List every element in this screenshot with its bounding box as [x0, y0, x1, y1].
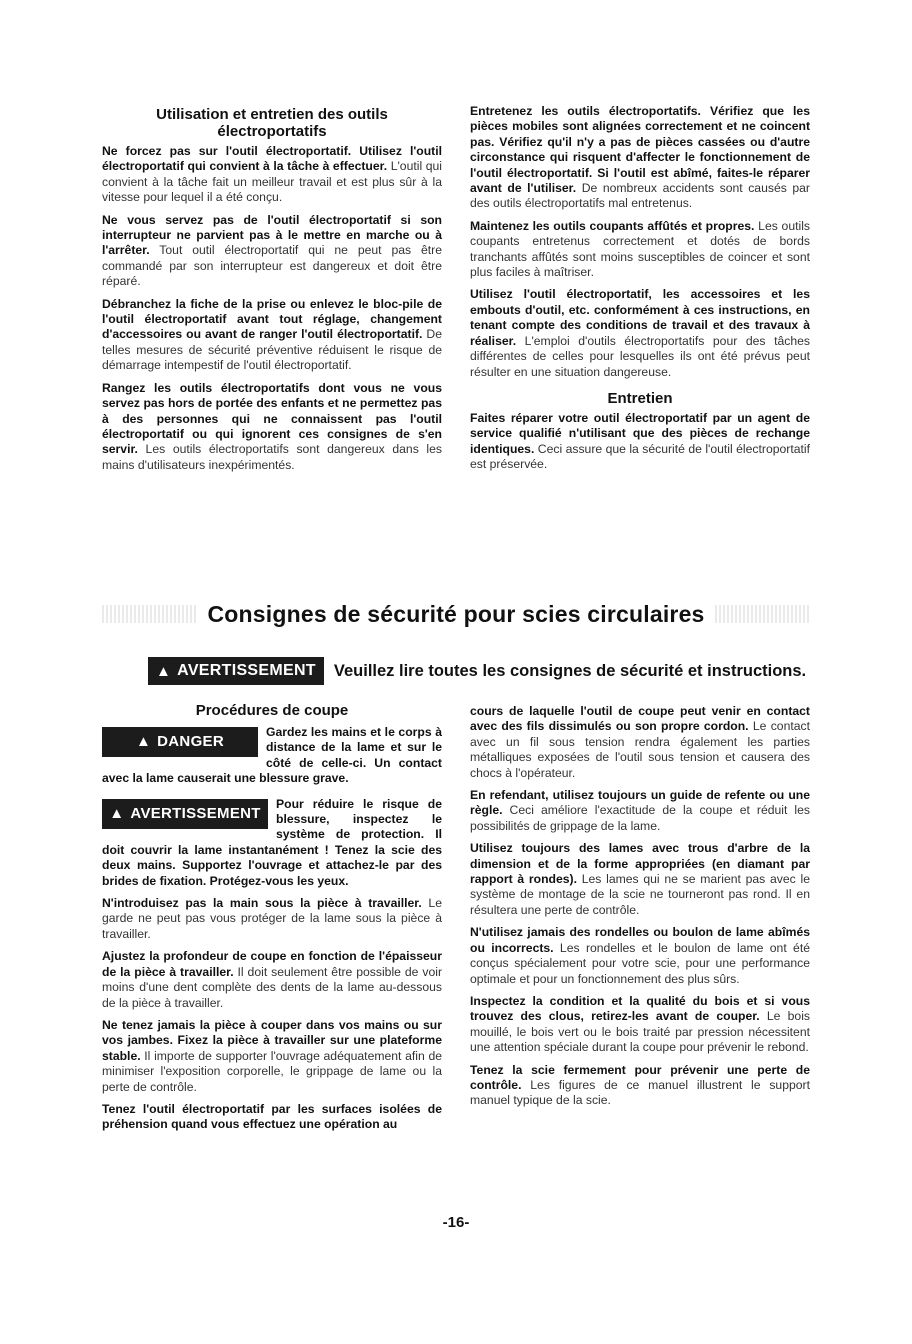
paragraph: Utilisez toujours des lames avec trous d'arbre de la dimension et de la forme appropriées (en diamant par rapport à rondes). Les lames qui ne se marient pas avec le système de montage de la scie ne tourneront pas rond. Il en résultera une perte de contrôle.	[470, 841, 810, 917]
paragraph: Inspectez la condition et la qualité du bois et si vous trouvez des clous, retirez-les avant de couper. Le bois mouillé, le bois vert ou le bois traité par pression nécessitent une attention spéciale durant la coupe pour prévenir le rebond.	[470, 993, 810, 1055]
top-left-column	[102, 106, 442, 480]
paragraph: Maintenez les outils coupants affûtés et propres. Les outils coupants entretenus correctement et dotés de bords tranchants affûtés sont moins susceptibles de coincer et sont plus faciles à maîtriser.	[470, 218, 810, 280]
warning-badge: ▲ AVERTISSEMENT	[148, 657, 324, 685]
paragraph: En refendant, utilisez toujours un guide de refente ou une règle. Ceci améliore l'exactitude de la coupe et réduit les possibilités de grippage de la lame.	[470, 788, 810, 833]
page-number: -16-	[442, 1214, 470, 1231]
paragraph: Ne vous servez pas de l'outil électroportatif si son interrupteur ne parvient pas à le mettre en marche ou à l'arrêter. Tout outil électroportatif qui ne peut pas être commandé par son interrupteur est dangereux et doit être réparé.	[102, 212, 442, 289]
paragraph: Débranchez la fiche de la prise ou enlevez le bloc-pile de l'outil électroportatif avant tout réglage, changement d'accessoires ou avant de ranger l'outil électroportatif. De telles mesures de sécurité préventive réduisent le risque de démarrage intempestif de l'outil électroportatif.	[102, 296, 442, 373]
warning-triangle-icon: ▲	[109, 804, 125, 822]
paragraph: Rangez les outils électroportatifs dont vous ne vous servez pas hors de portée des enfants et ne permettez pas à des personnes qui ne connaissent pas l'outil électroportatif ou qui ignorent ces consignes de s'en servir. Les outils électroportatifs sont dangereux dans les mains d'utilisateurs inexpérimentés.	[102, 380, 442, 472]
banner-rule-right	[715, 605, 810, 623]
paragraph: Ne forcez pas sur l'outil électroportatif. Utilisez l'outil électroportatif qui convient à la tâche à effectuer. L'outil qui convient à la tâche fait un meilleur travail et est plus sûr à la vitesse pour lequel il a été conçu.	[102, 144, 443, 205]
warning-line-text: Veuillez lire toutes les consignes de sécurité et instructions.	[333, 661, 807, 680]
warning-triangle-icon: ▲	[136, 733, 152, 751]
top-right-column	[470, 104, 810, 480]
paragraph: Ne tenez jamais la pièce à couper dans vos mains ou sur vos jambes. Fixez la pièce à travailler sur une plateforme stable. Il importe de supporter l'ouvrage adéquatement afin de minimiser l'exposition corporelle, le grippage de lame ou la perte de contrôle.	[102, 1017, 442, 1094]
paragraph: N'utilisez jamais des rondelles ou boulon de lame abîmés ou incorrects. Les rondelles et le boulon de lame ont été conçus spécialement pour votre scie, pour une performance optimale et pour un fonctionnement des plus sûrs.	[470, 925, 810, 986]
paragraph: cours de laquelle l'outil de coupe peut venir en contact avec des fils dissimulés ou son propre cordon. Le contact avec un fil sous tension rendra également les parties métalliques exposées de l'outil sous tension et causera des chocs à l'opérateur.	[470, 704, 811, 780]
danger-badge: ▲ DANGER	[102, 727, 258, 757]
banner-rule-left	[102, 605, 197, 623]
paragraph: Utilisez l'outil électroportatif, les accessoires et les embouts d'outil, etc. conformément à ces instructions, en tenant compte des conditions de travail et des travaux à réaliser. L'emploi d'outils électroportatifs pour des tâches différentes de celles pour lesquelles ils ont été prévus peut résulter en une situation dangereuse.	[470, 287, 810, 379]
paragraph: Entretenez les outils électroportatifs. Vérifiez que les pièces mobiles sont alignées correctement et ne coincent pas. Vérifiez qu'il n'y a pas de pièces cassées ou d'autre circonstance qui risquent d'affecter le fonctionnement de l'outil électroportatif. Si l'outil est abîmé, faites-le réparer avant de l'utiliser. De nombreux accidents sont causés par des outils électroportatifs mal entretenus.	[470, 104, 810, 211]
warning-badge: ▲ AVERTISSEMENT	[102, 799, 268, 829]
section-heading-utilisation: Utilisation et entretien des outils électroportatifs	[156, 106, 388, 140]
paragraph: Tenez l'outil électroportatif par les surfaces isolées de préhension quand vous effectuez une opération au	[102, 1101, 442, 1132]
paragraph: Ajustez la profondeur de coupe en fonction de l'épaisseur de la pièce à travailler. Il doit seulement être possible de voir moins d'une dent complète des dents de la lame au-dessous de la pièce à travailler.	[102, 949, 442, 1010]
banner-title: Consignes de sécurité pour scies circulaires	[207, 600, 705, 627]
danger-paragraph: ▲ DANGER Gardez les mains et le corps à distance de la lame et sur le côté de celle-ci. Un contact avec la lame causerait une blessure grave.	[102, 725, 442, 786]
bottom-right-column	[470, 704, 810, 1116]
warning-paragraph: ▲ AVERTISSEMENT Pour réduire le risque de blessure, inspectez le système de protection. Il doit couvrir la lame instantanément ! Tenez la scie des deux mains. Supportez l'ouvrage et attachez-le par des brides de fixation. Protégez-vous les yeux.	[102, 796, 442, 888]
bottom-left-column	[102, 702, 442, 1140]
warning-line	[148, 657, 806, 685]
paragraph: Tenez la scie fermement pour prévenir une perte de contrôle. Les figures de ce manuel illustrent le support manuel typique de la scie.	[470, 1062, 810, 1108]
paragraph: Faites réparer votre outil électroportatif par un agent de service qualifié n'utilisant que des pièces de rechange identiques. Ceci assure que la sécurité de l'outil électroportatif est préservée.	[470, 410, 810, 472]
paragraph: N'introduisez pas la main sous la pièce à travailler. Le garde ne peut pas vous protéger de la lame sous la pièce à travailler.	[102, 896, 442, 941]
warning-triangle-icon: ▲	[156, 662, 172, 680]
section-heading-procedures: Procédures de coupe	[195, 702, 349, 719]
section-heading-entretien: Entretien	[607, 389, 673, 407]
section-banner	[102, 596, 810, 632]
